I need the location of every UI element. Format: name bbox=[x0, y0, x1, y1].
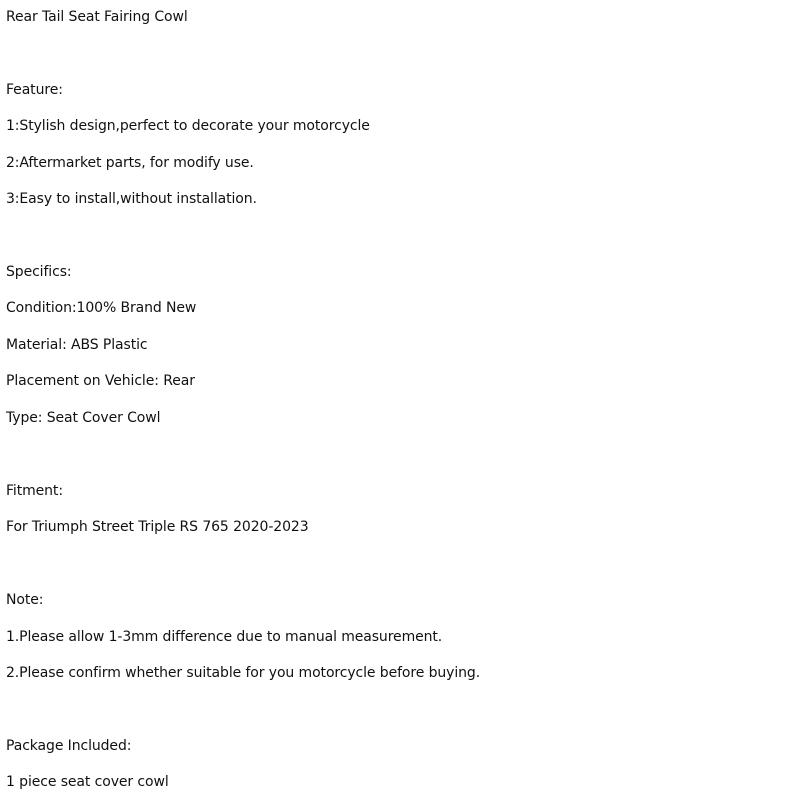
specifics-item: Condition:100% Brand New bbox=[6, 300, 197, 316]
note-item: 1.Please allow 1-3mm difference due to manual measurement. bbox=[6, 629, 443, 645]
specifics-item: Material: ABS Plastic bbox=[6, 337, 148, 353]
specifics-heading: Specifics: bbox=[6, 264, 72, 280]
feature-item: 2:Aftermarket parts, for modify use. bbox=[6, 155, 254, 171]
fitment-heading: Fitment: bbox=[6, 483, 63, 499]
package-item: 1 piece seat cover cowl bbox=[6, 774, 169, 790]
feature-heading: Feature: bbox=[6, 82, 63, 98]
feature-item: 1:Stylish design,perfect to decorate your motorcycle bbox=[6, 118, 370, 134]
fitment-item: For Triumph Street Triple RS 765 2020-2023 bbox=[6, 519, 309, 535]
page-title: Rear Tail Seat Fairing Cowl bbox=[6, 9, 188, 25]
feature-item: 3:Easy to install,without installation. bbox=[6, 191, 257, 207]
note-item: 2.Please confirm whether suitable for you motorcycle before buying. bbox=[6, 665, 481, 681]
note-heading: Note: bbox=[6, 592, 44, 608]
specifics-item: Placement on Vehicle: Rear bbox=[6, 373, 195, 389]
specifics-item: Type: Seat Cover Cowl bbox=[6, 410, 161, 426]
package-heading: Package Included: bbox=[6, 738, 132, 754]
